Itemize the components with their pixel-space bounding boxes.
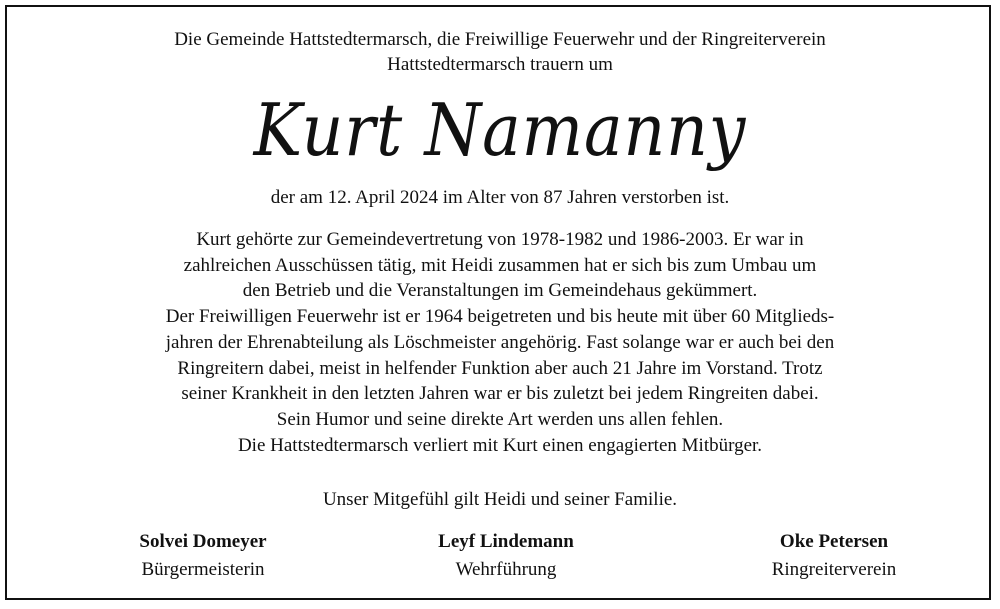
deceased-name: Kurt Namanny [253, 88, 747, 172]
signatory-fire-brigade [356, 528, 656, 584]
signatory-role: Ringreiterverein [771, 559, 897, 580]
death-date-line: der am 12. April 2024 im Alter von 87 Jahren verstorben ist. [270, 187, 730, 208]
signatory-name: Leyf Lindemann [438, 531, 574, 552]
signatory-role: Bürgermeisterin [141, 559, 265, 580]
signatory-riding-club [684, 528, 984, 584]
tribute-line: den Betrieb und die Veranstaltungen im Gemeindehaus gekümmert. [242, 280, 758, 302]
intro-line: Hattstedtermarsch trauern um [387, 54, 613, 75]
intro-line: Die Gemeinde Hattstedtermarsch, die Freiwillige Feuerwehr und der Ringreiterverein [174, 29, 826, 50]
tribute-line: Sein Humor und seine direkte Art werden uns allen fehlen. [276, 408, 724, 430]
tribute-line: seiner Krankheit in den letzten Jahren war er bis zuletzt bei jedem Ringreiten dabei. [181, 383, 819, 405]
tribute-line: Kurt gehörte zur Gemeindevertretung von 1978-1982 und 1986-2003. Er war in [196, 229, 804, 250]
sympathy-line: Unser Mitgefühl gilt Heidi und seiner Familie. [322, 489, 678, 510]
signatory-role: Wehrführung [455, 559, 557, 580]
tribute-text [0, 227, 1000, 458]
tribute-line: Die Hattstedtermarsch verliert mit Kurt einen engagierten Mitbürger. [237, 434, 763, 456]
signatory-name: Solvei Domeyer [139, 531, 267, 552]
tribute-line: zahlreichen Ausschüssen tätig, mit Heidi zusammen hat er sich bis zum Umbau um [183, 254, 817, 276]
tribute-line: Ringreitern dabei, meist in helfender Funktion aber auch 21 Jahre im Vorstand. Trotz [177, 357, 823, 379]
tribute-line: jahren der Ehrenabteilung als Löschmeister angehörig. Fast solange war er auch bei den [165, 331, 835, 353]
signatory-mayor [53, 528, 353, 584]
intro-text [0, 27, 1000, 77]
tribute-line: Der Freiwilligen Feuerwehr ist er 1964 beigetreten und bis heute mit über 60 Mitglieds- [165, 306, 835, 328]
signatory-name: Oke Petersen [779, 531, 889, 552]
